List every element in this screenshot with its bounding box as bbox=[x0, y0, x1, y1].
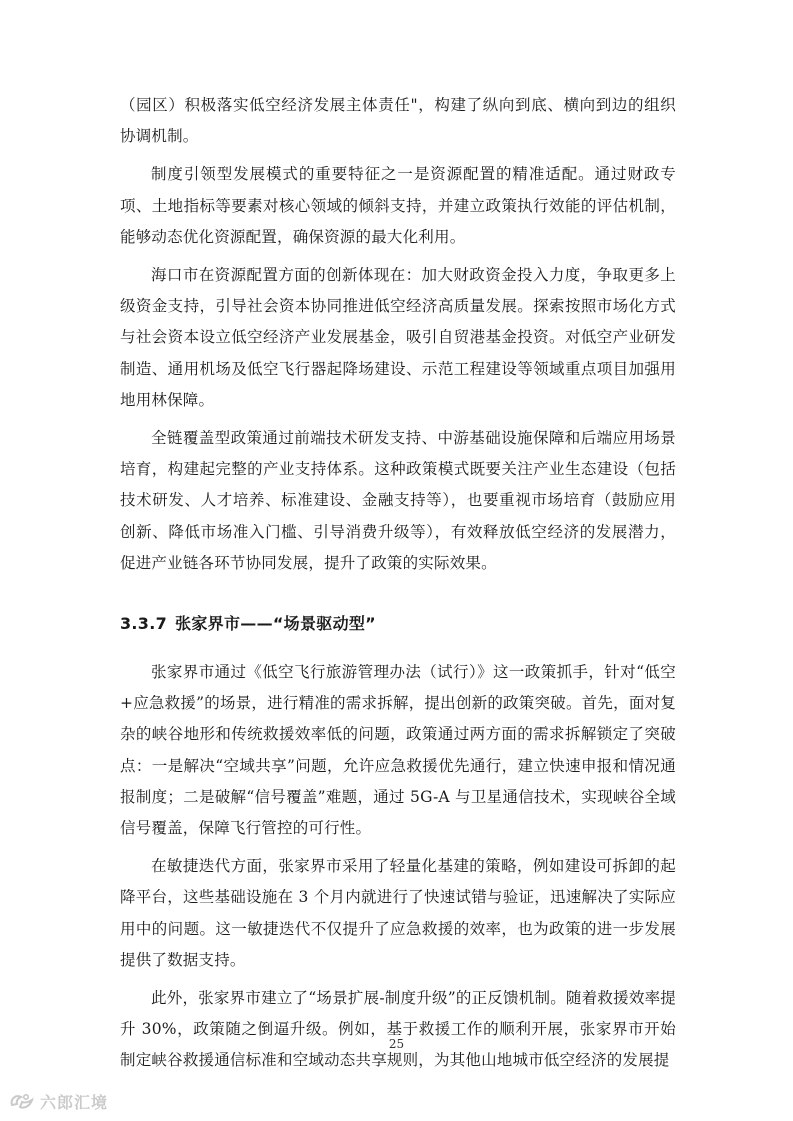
page-number: 25 bbox=[388, 1037, 405, 1051]
watermark bbox=[8, 1090, 108, 1113]
watermark-text: 六郎汇境 bbox=[40, 1093, 109, 1112]
body-text-after-section bbox=[120, 657, 676, 1077]
section-title: 张家界市——“场景驱动型” bbox=[175, 614, 376, 634]
section-heading bbox=[120, 609, 676, 639]
section-paragraph: 张家界市通过《低空飞行旅游管理办法（试行）》这一政策抓手，针对“低空+应急救援”的场景，进行精准的需求拆解，提出创新的政策突破。首先，面对复杂的峡谷地形和传统救援效率低的问题，政策通过两方面的需求拆解锁定了突破点：一是解决“空域共享”问题，允许应急救援优先通行，建立快速申报和情况通报制度；二是破解“信号覆盖”难题，通过 5G-A 与卫星通信技术，实现峡谷全域信号覆盖，保障飞行管控的可行性。 bbox=[120, 663, 676, 838]
body-paragraph: （园区）积极落实低空经济发展主体责任"，构建了纵向到底、横向到边的组织协调机制。 bbox=[120, 96, 676, 146]
body-paragraph: 制度引领型发展模式的重要特征之一是资源配置的精准适配。通过财政专项、土地指标等要素对核心领域的倾斜支持，并建立政策执行效能的评估机制，能够动态优化资源配置，确保资源的最大化利用。 bbox=[120, 165, 676, 246]
section-number: 3.3.7 bbox=[120, 614, 168, 634]
watermark-logo-icon bbox=[8, 1091, 36, 1113]
body-paragraph: 海口市在资源配置方面的创新体现在：加大财政资金投入力度，争取更多上级资金支持，引导社会资本协同推进低空经济高质量发展。探索按照市场化方式与社会资本设立低空经济产业发展基金，吸引自贸港基金投资。对低空产业研发制造、通用机场及低空飞行器起降场建设、示范工程建设等领域重点项目加强用地用林保障。 bbox=[120, 266, 676, 409]
body-text-before-section bbox=[120, 90, 676, 579]
body-paragraph: 全链覆盖型政策通过前端技术研发支持、中游基础设施保障和后端应用场景培育，构建起完整的产业支持体系。这种政策模式既要关注产业生态建设（包括技术研发、人才培养、标准建设、金融支持等），也要重视市场培育（鼓励应用创新、降低市场准入门槛、引导消费升级等），有效释放低空经济的发展潜力，促进产业链各环节协同发展，提升了政策的实际效果。 bbox=[120, 429, 676, 572]
section-paragraph: 在敏捷迭代方面，张家界市采用了轻量化基建的策略，例如建设可拆卸的起降平台，这些基础设施在 3 个月内就进行了快速试错与验证，迅速解决了实际应用中的问题。这一敏捷迭代不仅提升了应急救援的效率，也为政策的进一步发展提供了数据支持。 bbox=[120, 857, 676, 969]
page-content bbox=[120, 90, 676, 1084]
section-paragraph: 此外，张家界市建立了“场景扩展-制度升级”的正反馈机制。随着救援效率提升 30%，政策随之倒逼升级。例如，基于救援工作的顺利开展，张家界市开始制定峡谷救援通信标准和空域动态共享规则，为其他山地城市低空经济的发展提 bbox=[120, 989, 676, 1070]
